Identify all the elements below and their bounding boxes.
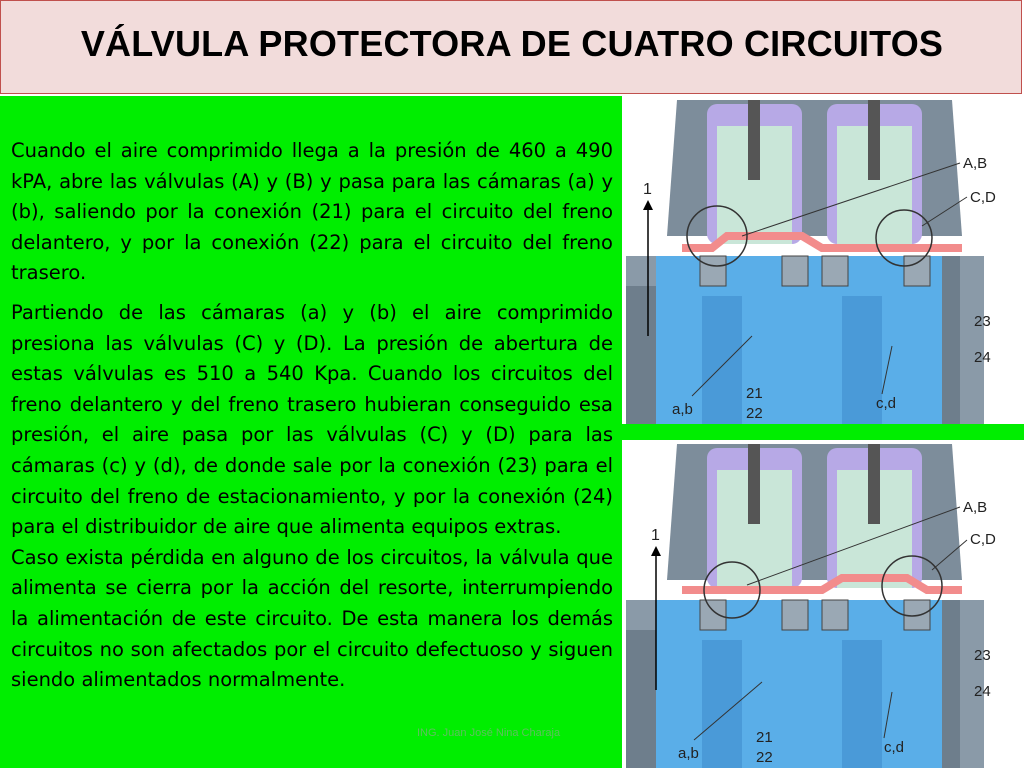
label-21: 21 [756,729,773,746]
flow-arrow-head [651,546,661,556]
label-ab-upper: A,B [963,499,988,516]
spring-chamber-right [827,444,922,588]
label-arrow: 1 [651,527,660,544]
title-bar [0,0,1022,94]
label-22: 22 [746,405,763,422]
label-ab-upper: A,B [963,155,988,172]
spring-chamber-right [827,100,922,244]
flow-arrow-head [643,200,653,210]
label-ab-lower: a,b [678,745,699,762]
paragraph-2: Partiendo de las cámaras (a) y (b) el aire comprimido presiona las válvulas (C) y (D). La presión de abertura de estas válvulas es 510 a 540 Kpa. Cuando los circuitos del freno delantero y del freno trasero hubieran conseguido esa presión, el aire pasa por las válvulas (C) y (D) para las cámaras (c) y (d), de donde sale por la conexión (23) para el circuito del freno de estacionamiento, y por la conexión (24) para el distribuidor de aire que alimenta equipos extras. [11,301,613,539]
label-cd-upper: C,D [970,189,996,206]
label-24: 24 [974,683,991,700]
spring-chamber-left [707,100,802,244]
valve-diagram-bottom [622,440,1024,768]
green-divider [622,424,1024,440]
valve-diagram-top [622,96,1024,424]
label-ab-lower: a,b [672,401,693,418]
label-24: 24 [974,349,991,366]
label-cd-upper: C,D [970,531,996,548]
label-21: 21 [746,385,763,402]
spring-chamber-left [707,444,802,588]
paragraph-3: Caso exista pérdida en alguno de los circuitos, la válvula que alimenta se cierra por la acción del resorte, interrumpiendo la alimentación de este circuito. De esta manera los demás circuitos no son afectados por el circuito defectuoso y siguen siendo alimentados normalmente. [11,545,613,692]
label-arrow: 1 [643,181,652,198]
watermark: ING. Juan José Nina Charaja [417,727,561,739]
paragraph-1: Cuando el aire comprimido llega a la presión de 460 a 490 kPA, abre las válvulas (A) y (B) y pasa para las cámaras (a) y (b), saliendo por la conexión (21) para el circuito del freno delantero, y por la conexión (22) para el circuito del freno trasero. [11,139,613,285]
page-title: VÁLVULA PROTECTORA DE CUATRO CIRCUITOS [80,23,944,64]
label-22: 22 [756,749,773,766]
label-cd-lower: c,d [884,739,905,756]
paragraph-2-3 [11,298,613,696]
label-23: 23 [974,647,991,664]
label-23: 23 [974,313,991,330]
label-cd-lower: c,d [876,395,897,412]
